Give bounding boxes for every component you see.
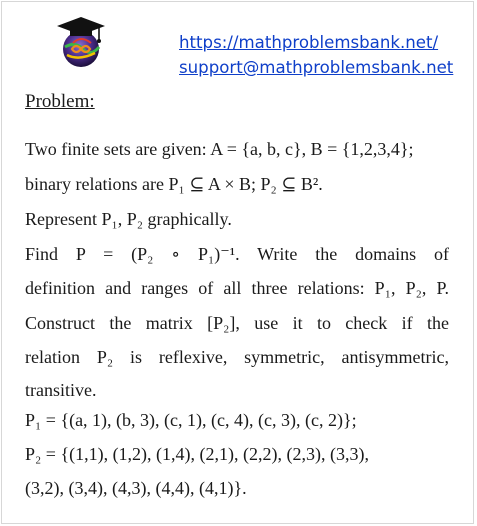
- problem-line-1: Two finite sets are given: A = {a, b, c}, B = {1,2,3,4};: [25, 139, 414, 159]
- website-link[interactable]: https://mathproblemsbank.net/: [179, 33, 439, 52]
- support-email-link[interactable]: support@mathproblemsbank.net: [179, 58, 454, 77]
- problem-line-4: Find P = (P₂ ∘ P₁)⁻¹. Write the domains of: [25, 244, 449, 264]
- relation-p2-definition: P₂ = {(1,1), (1,2), (1,4), (2,1), (2,2), (2,3), (3,3),: [25, 444, 369, 464]
- contact-links: [179, 30, 453, 80]
- problem-line-2: binary relations are P₁ ⊆ A × B; P₂ ⊆ B².: [25, 174, 323, 194]
- problem-line-8: transitive.: [25, 380, 97, 400]
- problem-line-3: Represent P₁, P₂ graphically.: [25, 209, 232, 229]
- problem-line-6: Construct the matrix [P₂], use it to check if the: [25, 313, 449, 333]
- problem-line-5: definition and ranges of all three relations: P₁, P₂, P.: [25, 278, 449, 298]
- problem-heading: Problem:: [25, 91, 95, 112]
- mortarboard-logo-icon: [55, 13, 107, 71]
- problem-line-7: relation P₂ is reflexive, symmetric, antisymmetric,: [25, 347, 449, 367]
- relation-p2-definition-continued: (3,2), (3,4), (4,3), (4,4), (4,1)}.: [25, 478, 247, 498]
- relation-p1-definition: P₁ = {(a, 1), (b, 3), (c, 1), (c, 4), (c, 3), (c, 2)};: [25, 410, 357, 430]
